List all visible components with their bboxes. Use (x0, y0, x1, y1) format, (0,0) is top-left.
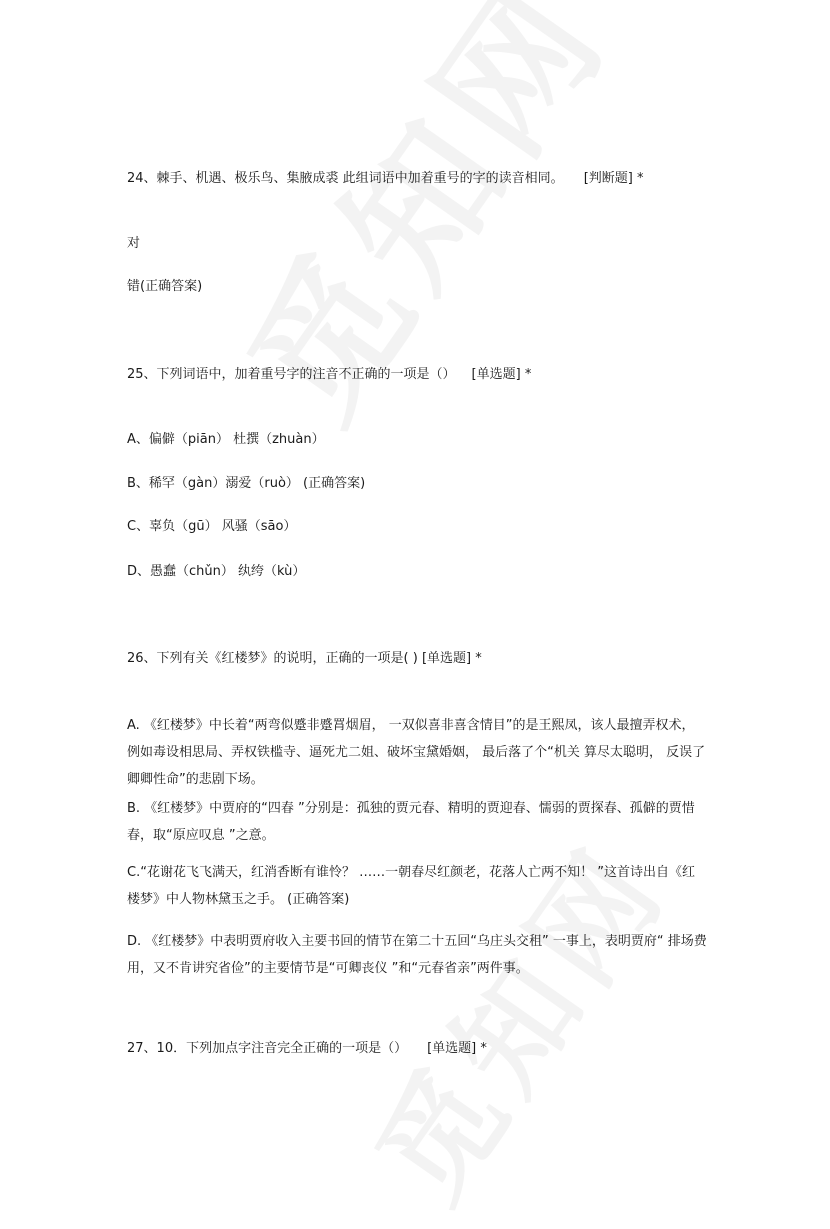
question-26: 26、下列有关《红楼梦》的说明，正确的一项是( ) [单选题] * (127, 651, 482, 666)
option-true[interactable]: 对 (127, 236, 141, 251)
option-d[interactable]: D、愚蠢（chǔn） 纨绔（kù） (127, 564, 306, 579)
required-marker: * (524, 367, 532, 382)
option-b[interactable]: B、稀罕（gàn）溺爱（ruò） (正确答案) (127, 476, 366, 491)
option-a[interactable]: A. 《红楼梦》中长着“两弯似蹙非蹙罥烟眉， 一双似喜非喜含情目”的是王熙凤，该人最擅弄权术， 例如毒设相思局、弄权铁槛寺、逼死尤二姐、破坏宝黛婚姻， 最后落了个“机关 算尽太聪明， 反误了卿卿性命”的悲剧下场。 (127, 718, 706, 787)
question-25 (127, 364, 531, 385)
question-type: [单选题] (471, 367, 521, 382)
option-false[interactable]: 错(正确答案) (127, 279, 203, 294)
question-stem: 24、棘手、机遇、极乐鸟、集腋成裘 此组词语中加着重号的字的读音相同。 (127, 171, 564, 186)
option-a[interactable]: A、偏僻（piān） 杜撰（zhuàn） (127, 432, 325, 447)
question-24 (127, 168, 643, 189)
option-c[interactable]: C、辜负（gū） 风骚（sāo） (127, 519, 297, 534)
question-type: [判断题] (583, 171, 633, 186)
required-marker: * (480, 1041, 487, 1056)
question-27 (127, 1038, 487, 1059)
question-type: [单选题] (427, 1041, 477, 1056)
question-stem: 25、下列词语中，加着重号字的注音不正确的一项是（） (127, 367, 456, 382)
question-stem: 27、10．下列加点字注音完全正确的一项是（） (127, 1041, 408, 1056)
required-marker: * (636, 171, 644, 186)
watermark (190, 0, 646, 454)
option-d[interactable]: D. 《红楼梦》中表明贾府收入主要书回的情节在第二十五回“乌庄头交租” 一事上，表明贾府“ 排场费用，又不肯讲究省俭”的主要情节是“可卿丧仪 ”和“元春省亲”两件事。 (127, 934, 707, 976)
option-c[interactable]: C.“花谢花飞飞满天，红消香断有谁怜？ ……一朝春尽红颜老，花落人亡两不知！ ”这首诗出自《红楼梦》中人物林黛玉之手。 (正确答案) (127, 865, 695, 907)
option-b[interactable]: B. 《红楼梦》中贾府的“四春 ”分别是：孤独的贾元春、精明的贾迎春、懦弱的贾探春、孤僻的贾惜春，取“原应叹息 ”之意。 (127, 801, 695, 843)
